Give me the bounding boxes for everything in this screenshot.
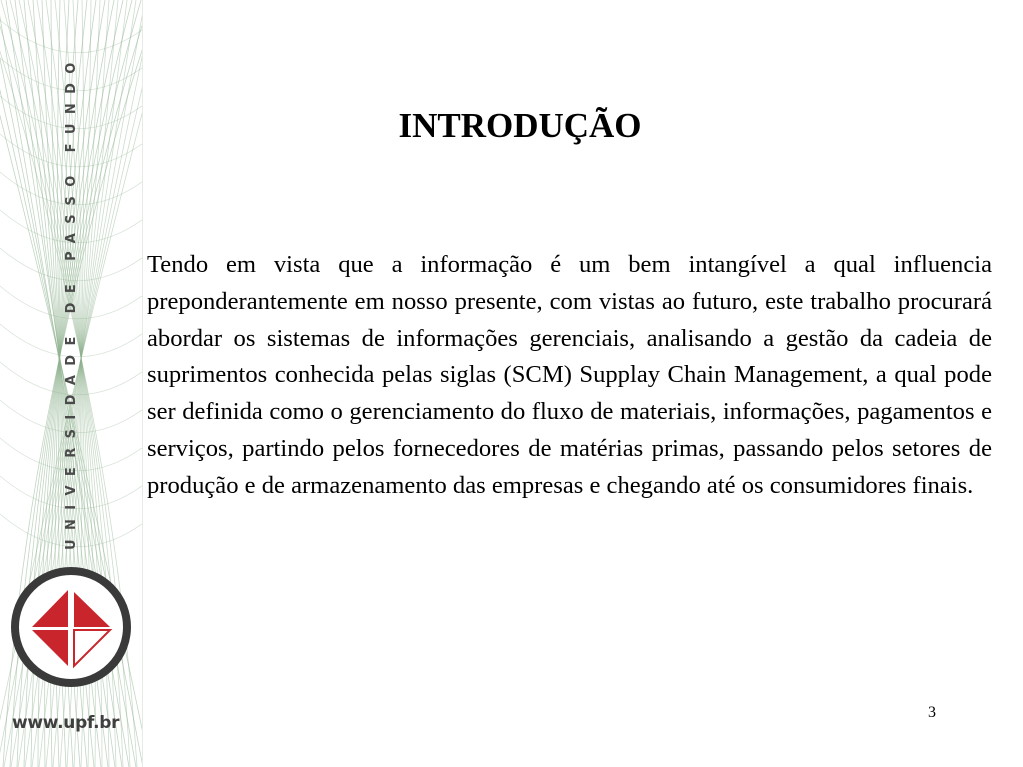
sidebar-branding — [0, 0, 143, 767]
page-number: 3 — [928, 704, 936, 721]
slide-body-text: Tendo em vista que a informação é um bem intangível a qual influencia preponderantemente em nosso presente, com vistas ao futuro, este trabalho procurará abordar os sistemas de informações gerenciais, analisando a gestão da cadeia de suprimentos conhecida pelas siglas (SCM) Supplay Chain Management, a qual pode ser definida como o gerenciamento do fluxo de materiais, informações, pagamentos e serviços, partindo pelos fornecedores de matérias primas, passando pelos setores de produção e de armazenamento das empresas e chegando até os consumidores finais. — [147, 251, 992, 499]
upf-logo-icon — [10, 566, 132, 688]
website-link[interactable]: www.upf.br — [12, 713, 120, 733]
slide-title: INTRODUÇÃO — [398, 106, 642, 145]
university-name-vertical: UNIVERSIDADE DE PASSO FUNDO — [64, 53, 79, 550]
